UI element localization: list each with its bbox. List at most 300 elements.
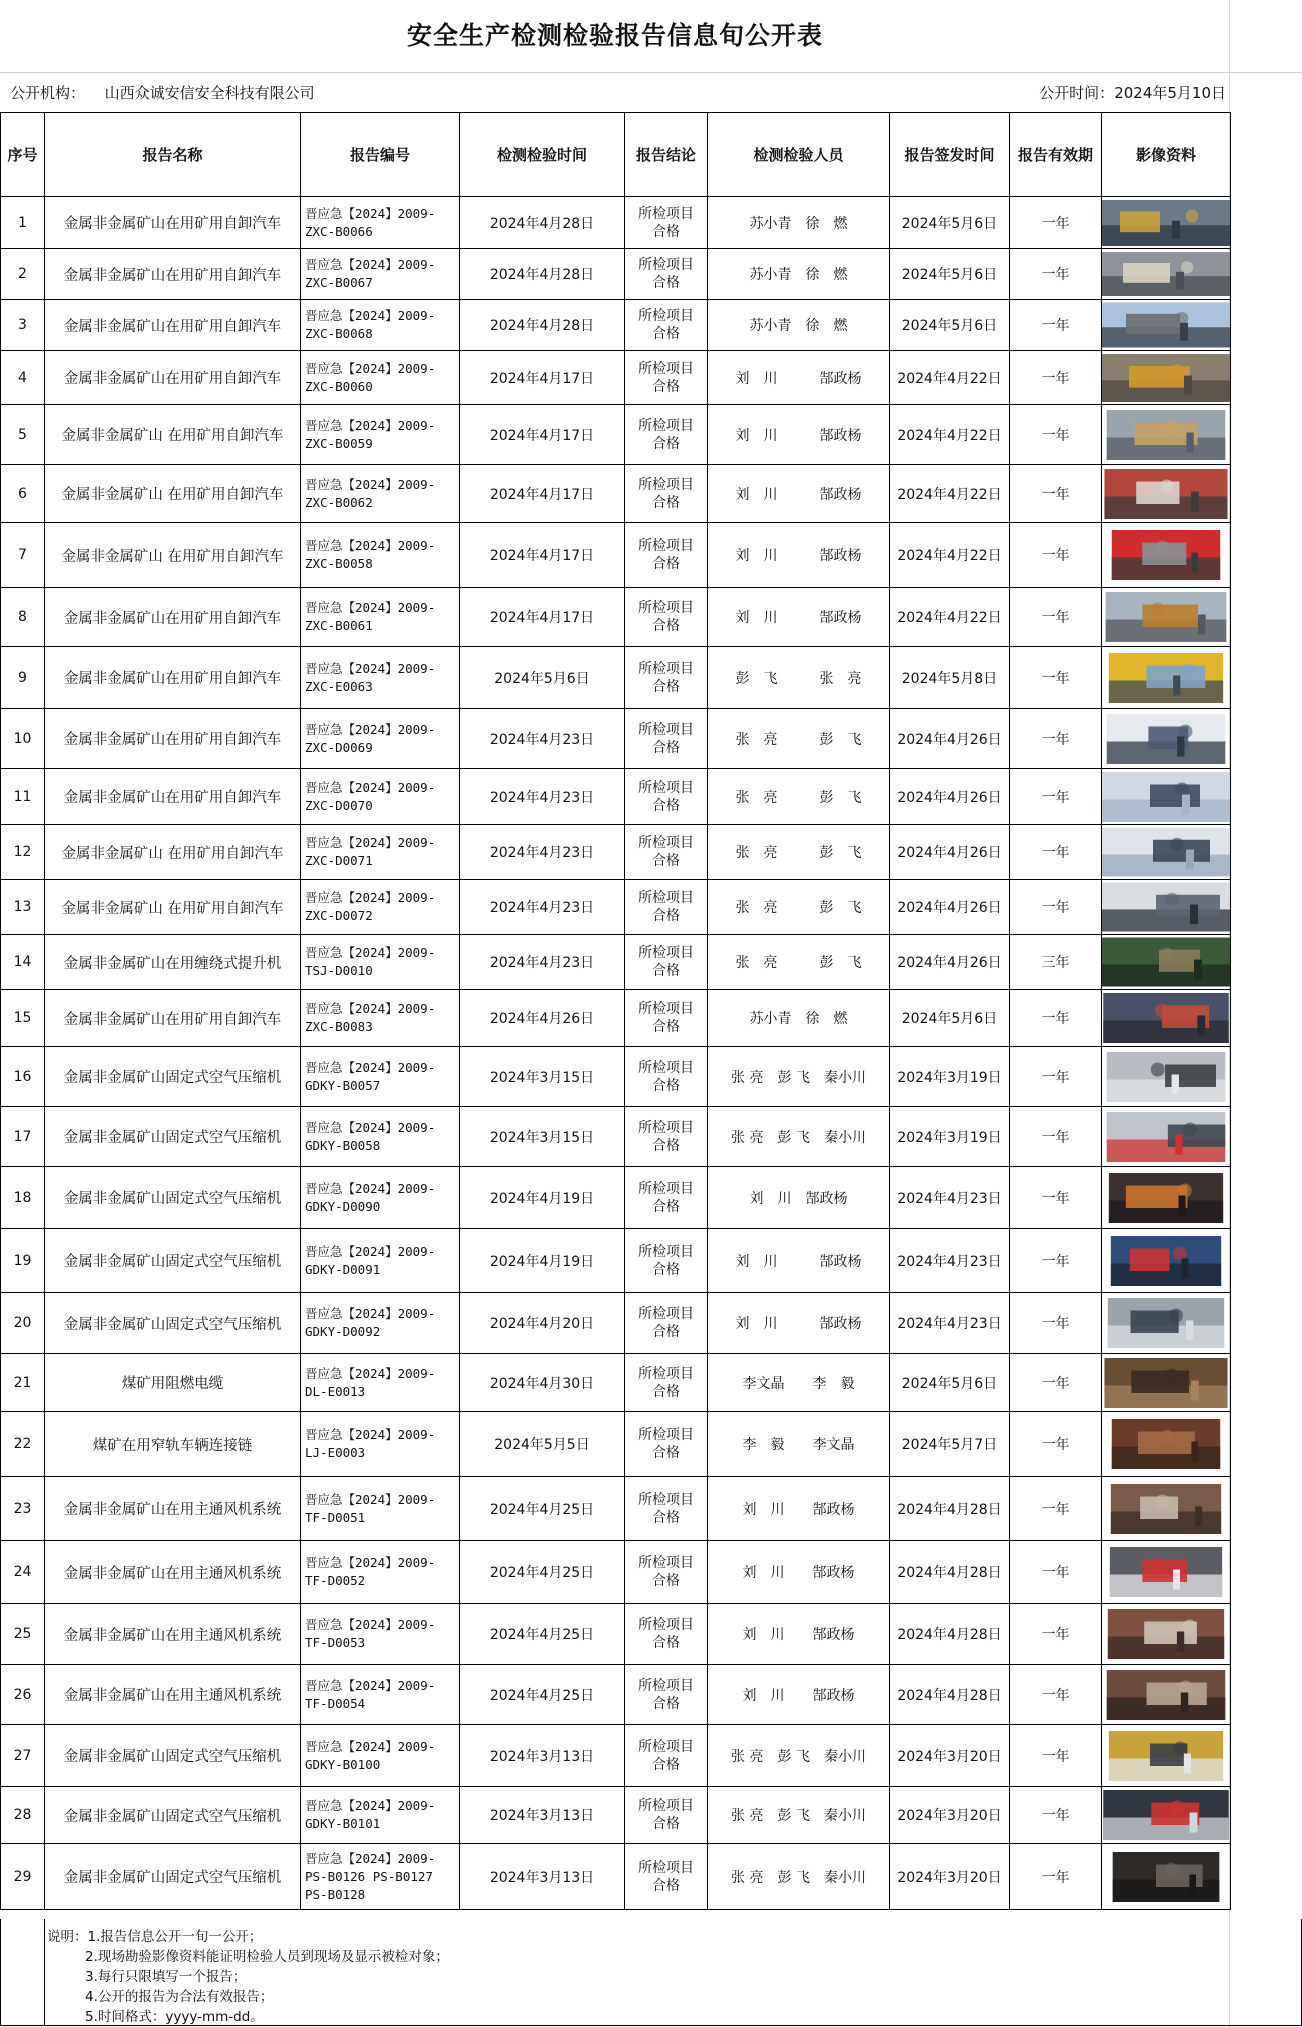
cell-people: 刘 川 郜政杨 bbox=[708, 1477, 890, 1541]
truck-cab-photo[interactable] bbox=[1102, 198, 1230, 248]
cell-people: 苏小青 徐 燃 bbox=[708, 249, 890, 300]
cell-validity: 一年 bbox=[1010, 1107, 1102, 1167]
notes-margin bbox=[0, 1919, 45, 2026]
cell-validity: 一年 bbox=[1010, 1787, 1102, 1844]
cell-no: 27 bbox=[1, 1725, 45, 1787]
header-people: 检测检验人员 bbox=[708, 113, 890, 197]
cell-code: 晋应急【2024】2009- TF-D0054 bbox=[301, 1665, 460, 1725]
cell-photo bbox=[1102, 300, 1231, 351]
cell-photo bbox=[1102, 1229, 1231, 1293]
table-row bbox=[1, 769, 1231, 825]
cell-conclusion: 所检项目 合格 bbox=[625, 1665, 708, 1725]
cell-issued: 2024年4月28日 bbox=[890, 1477, 1010, 1541]
table-row bbox=[1, 709, 1231, 769]
cell-people: 刘 川 郜政杨 bbox=[708, 465, 890, 523]
cable-photo[interactable] bbox=[1102, 1358, 1230, 1408]
fan2-photo[interactable] bbox=[1102, 1547, 1230, 1597]
cell-name: 金属非金属矿山固定式空气压缩机 bbox=[45, 1047, 301, 1107]
compressor4-photo[interactable] bbox=[1102, 1236, 1230, 1286]
cell-photo bbox=[1102, 1787, 1231, 1844]
compressor8-photo[interactable] bbox=[1102, 1852, 1230, 1902]
fan4-photo[interactable] bbox=[1102, 1670, 1230, 1720]
cell-date: 2024年4月28日 bbox=[460, 249, 625, 300]
table-row bbox=[1, 1293, 1231, 1354]
cell-photo bbox=[1102, 1844, 1231, 1910]
cell-validity: 一年 bbox=[1010, 990, 1102, 1047]
white-truck2-photo[interactable] bbox=[1102, 772, 1230, 822]
cell-validity: 一年 bbox=[1010, 1354, 1102, 1412]
cell-issued: 2024年4月23日 bbox=[890, 1293, 1010, 1354]
cell-conclusion: 所检项目 合格 bbox=[625, 1167, 708, 1229]
cell-date: 2024年3月15日 bbox=[460, 1107, 625, 1167]
cell-people: 苏小青 徐 燃 bbox=[708, 990, 890, 1047]
cell-people: 刘 川 郜政杨 bbox=[708, 1604, 890, 1665]
cell-name: 金属非金属矿山在用矿用自卸汽车 bbox=[45, 990, 301, 1047]
cell-people: 张 亮 彭 飞 秦小川 bbox=[708, 1047, 890, 1107]
cell-code: 晋应急【2024】2009- TF-D0052 bbox=[301, 1541, 460, 1604]
cell-photo bbox=[1102, 647, 1231, 709]
org-label: 公开机构： bbox=[10, 84, 86, 102]
cell-issued: 2024年5月6日 bbox=[890, 300, 1010, 351]
table-row bbox=[1, 1541, 1231, 1604]
cell-no: 13 bbox=[1, 880, 45, 935]
truck-yard-photo[interactable] bbox=[1102, 592, 1230, 642]
compressor6-photo[interactable] bbox=[1102, 1731, 1230, 1781]
cell-photo bbox=[1102, 990, 1231, 1047]
cell-name: 金属非金属矿山在用主通风机系统 bbox=[45, 1541, 301, 1604]
cell-issued: 2024年4月23日 bbox=[890, 1229, 1010, 1293]
cell-name: 金属非金属矿山固定式空气压缩机 bbox=[45, 1787, 301, 1844]
cell-photo bbox=[1102, 523, 1231, 588]
table-header-row bbox=[1, 113, 1231, 197]
cell-issued: 2024年4月22日 bbox=[890, 351, 1010, 405]
cell-conclusion: 所检项目 合格 bbox=[625, 647, 708, 709]
table-row bbox=[1, 249, 1231, 300]
org-name: 山西众诚安信安全科技有限公司 bbox=[104, 84, 315, 102]
cell-name: 金属非金属矿山在用矿用自卸汽车 bbox=[45, 709, 301, 769]
cell-name: 金属非金属矿山在用矿用自卸汽车 bbox=[45, 588, 301, 647]
cell-conclusion: 所检项目 合格 bbox=[625, 1354, 708, 1412]
truck-side-photo[interactable] bbox=[1102, 410, 1230, 460]
cell-conclusion: 所检项目 合格 bbox=[625, 990, 708, 1047]
cell-photo bbox=[1102, 1047, 1231, 1107]
cell-no: 11 bbox=[1, 769, 45, 825]
cell-conclusion: 所检项目 合格 bbox=[625, 249, 708, 300]
cell-code: 晋应急【2024】2009- ZXC-B0067 bbox=[301, 249, 460, 300]
note-line: 4.公开的报告为合法有效报告； bbox=[85, 1989, 274, 2005]
cell-date: 2024年4月26日 bbox=[460, 990, 625, 1047]
cell-issued: 2024年4月28日 bbox=[890, 1541, 1010, 1604]
cell-validity: 一年 bbox=[1010, 249, 1102, 300]
table-row bbox=[1, 1477, 1231, 1541]
cell-conclusion: 所检项目 合格 bbox=[625, 465, 708, 523]
cell-photo bbox=[1102, 1354, 1231, 1412]
cell-conclusion: 所检项目 合格 bbox=[625, 935, 708, 990]
cell-name: 金属非金属矿山固定式空气压缩机 bbox=[45, 1229, 301, 1293]
cell-validity: 一年 bbox=[1010, 1844, 1102, 1910]
cell-code: 晋应急【2024】2009- ZXC-B0060 bbox=[301, 351, 460, 405]
cell-validity: 一年 bbox=[1010, 1047, 1102, 1107]
table-row bbox=[1, 1354, 1231, 1412]
cell-validity: 一年 bbox=[1010, 1167, 1102, 1229]
cell-date: 2024年4月23日 bbox=[460, 769, 625, 825]
yellow-cab-photo[interactable] bbox=[1102, 653, 1230, 703]
cell-conclusion: 所检项目 合格 bbox=[625, 769, 708, 825]
cell-date: 2024年3月13日 bbox=[460, 1844, 625, 1910]
cell-code: 晋应急【2024】2009- ZXC-B0061 bbox=[301, 588, 460, 647]
cell-no: 9 bbox=[1, 647, 45, 709]
table-row bbox=[1, 1229, 1231, 1293]
header-validity: 报告有效期 bbox=[1010, 113, 1102, 197]
cell-name: 金属非金属矿山在用矿用自卸汽车 bbox=[45, 769, 301, 825]
helmet-close-photo[interactable] bbox=[1102, 530, 1230, 580]
grid-line bbox=[0, 72, 1302, 73]
cell-photo bbox=[1102, 1665, 1231, 1725]
cell-code: 晋应急【2024】2009- ZXC-E0063 bbox=[301, 647, 460, 709]
cell-people: 张 亮 彭 飞 bbox=[708, 935, 890, 990]
table-row bbox=[1, 1665, 1231, 1725]
cell-no: 24 bbox=[1, 1541, 45, 1604]
publishing-org bbox=[10, 80, 315, 106]
cell-no: 8 bbox=[1, 588, 45, 647]
table-row bbox=[1, 1167, 1231, 1229]
cell-people: 刘 川 郜政杨 bbox=[708, 1541, 890, 1604]
fan-photo[interactable] bbox=[1102, 1484, 1230, 1534]
cell-date: 2024年5月5日 bbox=[460, 1412, 625, 1477]
cell-date: 2024年5月6日 bbox=[460, 647, 625, 709]
cell-date: 2024年4月25日 bbox=[460, 1541, 625, 1604]
cell-issued: 2024年4月22日 bbox=[890, 405, 1010, 465]
cell-photo bbox=[1102, 588, 1231, 647]
cell-no: 6 bbox=[1, 465, 45, 523]
cell-people: 刘 川 郜政杨 bbox=[708, 405, 890, 465]
cell-no: 7 bbox=[1, 523, 45, 588]
publish-date bbox=[1039, 80, 1226, 106]
cell-issued: 2024年3月20日 bbox=[890, 1844, 1010, 1910]
cell-no: 23 bbox=[1, 1477, 45, 1541]
cell-name: 金属非金属矿山固定式空气压缩机 bbox=[45, 1725, 301, 1787]
cell-conclusion: 所检项目 合格 bbox=[625, 300, 708, 351]
cell-name: 金属非金属矿山在用矿用自卸汽车 bbox=[45, 647, 301, 709]
white-truck-photo[interactable] bbox=[1102, 714, 1230, 764]
cell-validity: 一年 bbox=[1010, 1604, 1102, 1665]
table-row bbox=[1, 197, 1231, 249]
cell-code: 晋应急【2024】2009- ZXC-B0083 bbox=[301, 990, 460, 1047]
cell-photo bbox=[1102, 1477, 1231, 1541]
cell-validity: 一年 bbox=[1010, 1229, 1102, 1293]
cell-people: 苏小青 徐 燃 bbox=[708, 197, 890, 249]
compressor5-photo[interactable] bbox=[1102, 1298, 1230, 1348]
cell-no: 22 bbox=[1, 1412, 45, 1477]
cell-date: 2024年4月23日 bbox=[460, 709, 625, 769]
table-row bbox=[1, 1107, 1231, 1167]
cell-issued: 2024年4月22日 bbox=[890, 588, 1010, 647]
cell-code: 晋应急【2024】2009- TF-D0051 bbox=[301, 1477, 460, 1541]
cell-people: 张 亮 彭 飞 秦小川 bbox=[708, 1725, 890, 1787]
cell-no: 4 bbox=[1, 351, 45, 405]
cell-validity: 一年 bbox=[1010, 1412, 1102, 1477]
cell-people: 张 亮 彭 飞 bbox=[708, 880, 890, 935]
cell-date: 2024年4月25日 bbox=[460, 1477, 625, 1541]
compressor-photo[interactable] bbox=[1102, 1052, 1230, 1102]
cell-date: 2024年4月17日 bbox=[460, 465, 625, 523]
white-truck4-photo[interactable] bbox=[1102, 882, 1230, 932]
table-row bbox=[1, 1412, 1231, 1477]
cell-conclusion: 所检项目 合格 bbox=[625, 1229, 708, 1293]
cell-date: 2024年4月30日 bbox=[460, 1354, 625, 1412]
cell-photo bbox=[1102, 405, 1231, 465]
cell-people: 张 亮 彭 飞 秦小川 bbox=[708, 1844, 890, 1910]
table-row bbox=[1, 1725, 1231, 1787]
cell-no: 1 bbox=[1, 197, 45, 249]
cell-name: 金属非金属矿山在用主通风机系统 bbox=[45, 1477, 301, 1541]
cell-no: 29 bbox=[1, 1844, 45, 1910]
cell-people: 张 亮 彭 飞 bbox=[708, 709, 890, 769]
cell-people: 刘 川 郜政杨 bbox=[708, 1665, 890, 1725]
cell-issued: 2024年4月23日 bbox=[890, 1167, 1010, 1229]
cell-conclusion: 所检项目 合格 bbox=[625, 351, 708, 405]
cell-issued: 2024年3月20日 bbox=[890, 1787, 1010, 1844]
date-label: 公开时间： bbox=[1039, 84, 1115, 102]
cell-no: 21 bbox=[1, 1354, 45, 1412]
cell-photo bbox=[1102, 1725, 1231, 1787]
cell-code: 晋应急【2024】2009- ZXC-B0059 bbox=[301, 405, 460, 465]
cell-photo bbox=[1102, 465, 1231, 523]
cell-name: 金属非金属矿山在用矿用自卸汽车 bbox=[45, 249, 301, 300]
cell-code: 晋应急【2024】2009- ZXC-D0071 bbox=[301, 825, 460, 880]
cell-no: 17 bbox=[1, 1107, 45, 1167]
notes-box bbox=[44, 1919, 1302, 2026]
truck-underside-photo[interactable] bbox=[1102, 249, 1230, 299]
cell-no: 2 bbox=[1, 249, 45, 300]
cell-photo bbox=[1102, 1293, 1231, 1354]
cell-date: 2024年4月17日 bbox=[460, 588, 625, 647]
table-row bbox=[1, 523, 1231, 588]
cell-validity: 一年 bbox=[1010, 197, 1102, 249]
cell-date: 2024年4月19日 bbox=[460, 1229, 625, 1293]
cell-code: 晋应急【2024】2009- TF-D0053 bbox=[301, 1604, 460, 1665]
cell-date: 2024年4月28日 bbox=[460, 197, 625, 249]
table-row bbox=[1, 1787, 1231, 1844]
cell-issued: 2024年4月26日 bbox=[890, 769, 1010, 825]
cell-validity: 一年 bbox=[1010, 1293, 1102, 1354]
table-row bbox=[1, 990, 1231, 1047]
cell-validity: 一年 bbox=[1010, 769, 1102, 825]
cell-issued: 2024年3月19日 bbox=[890, 1047, 1010, 1107]
cell-people: 刘 川 郜政杨 bbox=[708, 588, 890, 647]
cell-validity: 一年 bbox=[1010, 880, 1102, 935]
cell-validity: 一年 bbox=[1010, 1477, 1102, 1541]
header-photo: 影像资料 bbox=[1102, 113, 1231, 197]
cell-date: 2024年4月25日 bbox=[460, 1665, 625, 1725]
cell-no: 25 bbox=[1, 1604, 45, 1665]
table-row bbox=[1, 1047, 1231, 1107]
cell-photo bbox=[1102, 880, 1231, 935]
cell-no: 15 bbox=[1, 990, 45, 1047]
cell-conclusion: 所检项目 合格 bbox=[625, 825, 708, 880]
header-name: 报告名称 bbox=[45, 113, 301, 197]
cell-conclusion: 所检项目 合格 bbox=[625, 1412, 708, 1477]
cell-issued: 2024年5月6日 bbox=[890, 197, 1010, 249]
cell-conclusion: 所检项目 合格 bbox=[625, 197, 708, 249]
cell-name: 金属非金属矿山固定式空气压缩机 bbox=[45, 1293, 301, 1354]
cell-validity: 一年 bbox=[1010, 1665, 1102, 1725]
cell-photo bbox=[1102, 249, 1231, 300]
cell-conclusion: 所检项目 合格 bbox=[625, 1293, 708, 1354]
cell-people: 刘 川 郜政杨 bbox=[708, 1293, 890, 1354]
cell-photo bbox=[1102, 1604, 1231, 1665]
table-row bbox=[1, 1844, 1231, 1910]
cell-validity: 一年 bbox=[1010, 1725, 1102, 1787]
cell-code: 晋应急【2024】2009- GDKY-B0100 bbox=[301, 1725, 460, 1787]
cell-name: 金属非金属矿山 在用矿用自卸汽车 bbox=[45, 465, 301, 523]
cell-conclusion: 所检项目 合格 bbox=[625, 1477, 708, 1541]
cell-date: 2024年4月17日 bbox=[460, 523, 625, 588]
table-row bbox=[1, 647, 1231, 709]
cell-date: 2024年4月19日 bbox=[460, 1167, 625, 1229]
cell-people: 张 亮 彭 飞 bbox=[708, 769, 890, 825]
cell-validity: 一年 bbox=[1010, 709, 1102, 769]
cell-issued: 2024年3月20日 bbox=[890, 1725, 1010, 1787]
note-line: 2.现场勘验影像资料能证明检验人员到现场及显示被检对象； bbox=[85, 1949, 449, 1965]
cell-conclusion: 所检项目 合格 bbox=[625, 588, 708, 647]
cell-code: 晋应急【2024】2009- GDKY-B0058 bbox=[301, 1107, 460, 1167]
cell-issued: 2024年4月26日 bbox=[890, 825, 1010, 880]
page-title: 安全生产检测检验报告信息旬公开表 bbox=[406, 21, 823, 50]
cell-name: 金属非金属矿山在用矿用自卸汽车 bbox=[45, 351, 301, 405]
cell-issued: 2024年4月22日 bbox=[890, 523, 1010, 588]
cell-no: 18 bbox=[1, 1167, 45, 1229]
cell-conclusion: 所检项目 合格 bbox=[625, 523, 708, 588]
table-row bbox=[1, 588, 1231, 647]
cell-people: 李文晶 李 毅 bbox=[708, 1354, 890, 1412]
compressor7-photo[interactable] bbox=[1102, 1790, 1230, 1840]
cell-people: 张 亮 彭 飞 bbox=[708, 825, 890, 880]
cell-name: 金属非金属矿山固定式空气压缩机 bbox=[45, 1167, 301, 1229]
hoist-photo[interactable] bbox=[1102, 937, 1230, 987]
cell-code: 晋应急【2024】2009- GDKY-D0091 bbox=[301, 1229, 460, 1293]
compressor2-photo[interactable] bbox=[1102, 1112, 1230, 1162]
note-line: 说明：1.报告信息公开一旬一公开； bbox=[47, 1929, 263, 1945]
cell-name: 金属非金属矿山在用矿用自卸汽车 bbox=[45, 197, 301, 249]
cell-conclusion: 所检项目 合格 bbox=[625, 709, 708, 769]
cell-people: 刘 川 郜政杨 bbox=[708, 1229, 890, 1293]
cell-date: 2024年4月17日 bbox=[460, 351, 625, 405]
note-line: 3.每行只限填写一个报告； bbox=[85, 1969, 247, 1985]
cell-name: 金属非金属矿山 在用矿用自卸汽车 bbox=[45, 880, 301, 935]
cell-date: 2024年4月28日 bbox=[460, 300, 625, 351]
cell-people: 张 亮 彭 飞 秦小川 bbox=[708, 1107, 890, 1167]
table-row bbox=[1, 825, 1231, 880]
cell-issued: 2024年5月6日 bbox=[890, 249, 1010, 300]
date-value: 2024年5月10日 bbox=[1114, 84, 1226, 102]
cell-issued: 2024年5月6日 bbox=[890, 1354, 1010, 1412]
table-row bbox=[1, 405, 1231, 465]
cell-date: 2024年4月25日 bbox=[460, 1604, 625, 1665]
table-row bbox=[1, 935, 1231, 990]
cell-date: 2024年4月17日 bbox=[460, 405, 625, 465]
cell-code: 晋应急【2024】2009- DL-E0013 bbox=[301, 1354, 460, 1412]
cell-photo bbox=[1102, 769, 1231, 825]
cell-issued: 2024年5月7日 bbox=[890, 1412, 1010, 1477]
cell-photo bbox=[1102, 709, 1231, 769]
cell-validity: 一年 bbox=[1010, 523, 1102, 588]
cell-name: 金属非金属矿山在用缠绕式提升机 bbox=[45, 935, 301, 990]
cell-photo bbox=[1102, 1541, 1231, 1604]
cell-photo bbox=[1102, 351, 1231, 405]
cell-conclusion: 所检项目 合格 bbox=[625, 405, 708, 465]
cell-no: 3 bbox=[1, 300, 45, 351]
cell-validity: 一年 bbox=[1010, 1541, 1102, 1604]
chains-photo[interactable] bbox=[1102, 1419, 1230, 1469]
cell-conclusion: 所检项目 合格 bbox=[625, 1787, 708, 1844]
cell-code: 晋应急【2024】2009- GDKY-D0090 bbox=[301, 1167, 460, 1229]
white-truck3-photo[interactable] bbox=[1102, 827, 1230, 877]
cell-date: 2024年4月23日 bbox=[460, 880, 625, 935]
cell-photo bbox=[1102, 1167, 1231, 1229]
cell-conclusion: 所检项目 合格 bbox=[625, 1047, 708, 1107]
cell-photo bbox=[1102, 1107, 1231, 1167]
cell-issued: 2024年5月6日 bbox=[890, 990, 1010, 1047]
cell-date: 2024年4月23日 bbox=[460, 825, 625, 880]
cell-conclusion: 所检项目 合格 bbox=[625, 1604, 708, 1665]
truck-site-photo[interactable] bbox=[1102, 353, 1230, 403]
cab-inspect-photo[interactable] bbox=[1102, 993, 1230, 1043]
cell-people: 刘 川 郜政杨 bbox=[708, 351, 890, 405]
cell-name: 金属非金属矿山固定式空气压缩机 bbox=[45, 1107, 301, 1167]
cell-name: 金属非金属矿山 在用矿用自卸汽车 bbox=[45, 523, 301, 588]
cell-issued: 2024年4月22日 bbox=[890, 465, 1010, 523]
cell-photo bbox=[1102, 197, 1231, 249]
truck-road-photo[interactable] bbox=[1102, 300, 1230, 350]
cell-photo bbox=[1102, 1412, 1231, 1477]
cell-photo bbox=[1102, 935, 1231, 990]
cell-validity: 一年 bbox=[1010, 300, 1102, 351]
fan3-photo[interactable] bbox=[1102, 1609, 1230, 1659]
cell-date: 2024年3月13日 bbox=[460, 1725, 625, 1787]
compressor3-photo[interactable] bbox=[1102, 1173, 1230, 1223]
cell-name: 金属非金属矿山固定式空气压缩机 bbox=[45, 1844, 301, 1910]
cell-date: 2024年3月13日 bbox=[460, 1787, 625, 1844]
cell-code: 晋应急【2024】2009- ZXC-B0058 bbox=[301, 523, 460, 588]
cell-conclusion: 所检项目 合格 bbox=[625, 1725, 708, 1787]
cell-no: 28 bbox=[1, 1787, 45, 1844]
cell-date: 2024年3月15日 bbox=[460, 1047, 625, 1107]
report-table bbox=[0, 112, 1231, 1910]
table-row bbox=[1, 351, 1231, 405]
cell-code: 晋应急【2024】2009- PS-B0126 PS-B0127 PS-B0128 bbox=[301, 1844, 460, 1910]
note-line: 5.时间格式：yyyy-mm-dd。 bbox=[85, 2009, 264, 2025]
header-date: 检测检验时间 bbox=[460, 113, 625, 197]
cell-code: 晋应急【2024】2009- GDKY-B0057 bbox=[301, 1047, 460, 1107]
header-conclusion: 报告结论 bbox=[625, 113, 708, 197]
cell-validity: 一年 bbox=[1010, 405, 1102, 465]
cell-code: 晋应急【2024】2009- GDKY-B0101 bbox=[301, 1787, 460, 1844]
cell-issued: 2024年4月28日 bbox=[890, 1665, 1010, 1725]
cell-issued: 2024年4月26日 bbox=[890, 880, 1010, 935]
cell-code: 晋应急【2024】2009- ZXC-B0068 bbox=[301, 300, 460, 351]
cell-people: 李 毅 李文晶 bbox=[708, 1412, 890, 1477]
cell-no: 14 bbox=[1, 935, 45, 990]
cell-validity: 一年 bbox=[1010, 465, 1102, 523]
helmet-work-photo[interactable] bbox=[1102, 469, 1230, 519]
cell-issued: 2024年3月19日 bbox=[890, 1107, 1010, 1167]
cell-date: 2024年4月20日 bbox=[460, 1293, 625, 1354]
cell-people: 张 亮 彭 飞 秦小川 bbox=[708, 1787, 890, 1844]
cell-no: 20 bbox=[1, 1293, 45, 1354]
cell-code: 晋应急【2024】2009- LJ-E0003 bbox=[301, 1412, 460, 1477]
cell-issued: 2024年4月26日 bbox=[890, 709, 1010, 769]
